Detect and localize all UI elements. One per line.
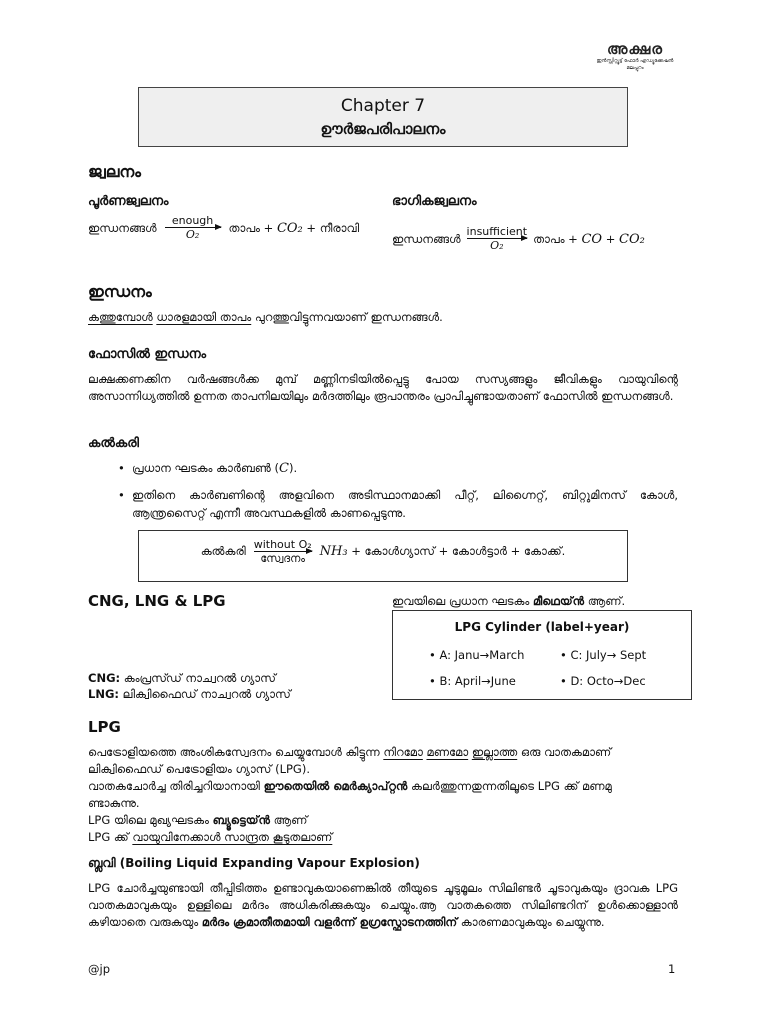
bleve-paragraph — [88, 880, 678, 931]
fuel-definition — [88, 309, 688, 326]
coal-distillation-box — [138, 530, 628, 582]
definition-text: പുറത്തുവിട്ടുന്നവയാണ് ഇന്ധനങ്ങൾ. — [254, 310, 443, 324]
lpg-line — [88, 778, 688, 795]
logo-place: മലപ്പുറം — [626, 65, 644, 71]
coal-distillation-equation — [139, 538, 627, 565]
combustion-heading: ജ്വലനം — [88, 162, 141, 181]
text-span: LPG ക്ക് — [88, 830, 129, 844]
methane-note — [392, 593, 625, 610]
equation-product: + നീരാവി — [306, 220, 360, 235]
chapter-title: Chapter 7 — [340, 96, 426, 116]
reaction-arrow — [467, 225, 528, 253]
arrow-reagent: O₂ — [490, 239, 504, 252]
lpg-cylinder-title: LPG Cylinder (label+year) — [454, 620, 630, 634]
underlined-term: ധാരളമായി താപം — [156, 310, 252, 324]
bold-term: ബ്യൂട്ടെയ്ൻ — [212, 813, 270, 827]
logo-title: അക്ഷര — [606, 40, 664, 58]
text-span: വാതകചോർച്ച തിരിച്ചറിയാനായി — [88, 779, 260, 793]
text-span: ഒരു വാതകമാണ് — [520, 745, 612, 759]
underlined-term: മണമോ — [426, 745, 469, 759]
arrow-condition: insufficient — [466, 225, 528, 238]
page-number: 1 — [668, 962, 676, 976]
equation-product-formula: CO — [581, 231, 603, 247]
equation-lhs: കൽകരി — [200, 544, 246, 558]
coal-list — [118, 459, 678, 530]
list-item — [118, 459, 678, 478]
bleve-heading-en: (Boiling Liquid Expanding Vapour Explosion) — [119, 856, 420, 870]
underlined-term: നിറമോ — [383, 745, 423, 759]
cng-text: കംപ്രസ്ഡ് നാച്വറൽ ഗ്യാസ് — [123, 671, 276, 685]
list-item-text: പ്രധാന ഘടകം കാർബൺ ( — [132, 461, 279, 475]
lpg-line — [88, 812, 688, 829]
lpg-heading: LPG — [88, 718, 121, 736]
quarter-item: • B: April→June — [429, 674, 560, 688]
bleve-heading — [88, 856, 420, 871]
text-span: പെട്രോളിയത്തെ അംശികസ്വേദനം ചെയ്യുമ്പോൾ കിട്ടുന്ന — [88, 745, 380, 759]
lpg-paragraph — [88, 744, 688, 846]
text-span: LPG യിലെ മുഖ്യഘടകം — [88, 813, 209, 827]
fuel-heading: ഇന്ധനം — [88, 282, 152, 301]
text-span: ആണ് — [273, 813, 308, 827]
footer-author: @jp — [88, 962, 110, 976]
fossil-fuel-paragraph: ലക്ഷക്കണക്കിന വർഷങ്ങൾക്ക മുമ്പ് മണ്ണിനടിയിൽപ്പെട്ടു പോയ സസ്യങ്ങളും ജീവികളും വായുവിന്റെ അസാന്നിധ്യത്തിൽ ഉന്നത താപനിലയിലും മർദത്തിലും രൂപാന്തരം പ്രാപിച്ചുണ്ടായതാണ് ഫോസിൽ ഇന്ധനങ്ങൾ. — [88, 372, 678, 403]
text-span: കാരണമാവുകയും ചെയ്യുന്നു. — [460, 915, 605, 929]
equation-product-formula: CO₂ — [276, 220, 303, 236]
arrow-line — [254, 551, 312, 552]
lng-label: LNG: — [88, 687, 119, 701]
reaction-arrow — [165, 214, 221, 242]
equation-lhs: ഇന്ധനങ്ങൾ — [88, 220, 157, 235]
complete-combustion-equation — [88, 214, 359, 242]
note-bold-term: മീഥെയ്ൻ — [532, 594, 585, 608]
equation-product: + — [605, 232, 616, 246]
lpg-line: ണ്ടാകുന്നു. — [88, 796, 140, 810]
lpg-line — [88, 744, 688, 761]
underlined-term: കത്തുമ്പോൾ — [88, 310, 153, 324]
bold-term: മർദം ക്രമാതീതമായി വളർന്ന് ഉഗ്രസ്ഫോടനത്തിന് — [201, 915, 458, 929]
quarter-item: • C: July→ Sept — [560, 648, 691, 662]
underlined-term: ഇല്ലാത്ത — [471, 745, 518, 759]
ammonia-formula: NH₃ — [319, 544, 348, 559]
arrow-process: സ്വേദനം — [260, 552, 305, 565]
chapter-subtitle: ഊർജപരിപാലനം — [320, 120, 446, 138]
partial-combustion-heading: ഭാഗികജ്വലനം — [392, 194, 477, 209]
lng-text: ലിക്വിഫൈഡ് നാച്വറൽ ഗ്യാസ് — [122, 687, 291, 701]
quarter-item: • D: Octo→Dec — [560, 674, 691, 688]
note-text: ഇവയിലെ പ്രധാന ഘടകം — [392, 594, 530, 608]
bold-term: ഈതെയിൽ മെർക്യാപ്റ്റൻ — [263, 779, 408, 793]
lpg-cylinder-quarters — [429, 648, 691, 688]
text-span: LPG ചോർച്ചയുണ്ടായി തീപ്പിടിത്തം ഉണ്ടാവുകയാണെങ്കിൽ തീയുടെ ചൂടുമൂലം സിലിണ്ടർ ചൂടാവുകയും ദ്രാവക LPG വാതകമാവുകയും ഉള്ളിലെ മർദം അധികരിക്കുകയും ചെയ്യും.ആ വാതകത്തെ സിലിണ്ടറിന് ഉൾക്കൊള്ളാൻ കഴിയാതെ വരുകയും — [88, 881, 678, 929]
arrow-line — [467, 238, 528, 239]
equation-lhs: ഇന്ധനങ്ങൾ — [392, 231, 461, 246]
equation-products: + കോൾഗ്യാസ് + കോൾട്ടാർ + കോക്ക്. — [351, 544, 566, 558]
cng-definition — [88, 670, 276, 687]
note-text: ആണ്. — [587, 594, 626, 608]
cng-label: CNG: — [88, 671, 121, 685]
arrow-reagent: O₂ — [185, 228, 200, 241]
bleve-heading-ml: ബ്ലവി — [88, 856, 116, 870]
arrow-condition: enough — [171, 214, 214, 227]
cng-lng-lpg-heading: CNG, LNG & LPG — [88, 592, 226, 610]
equation-product: താപം + — [533, 231, 578, 246]
lpg-cylinder-box — [392, 610, 692, 700]
carbon-symbol: C — [279, 461, 289, 476]
complete-combustion-heading: പൂർണജ്വലനം — [88, 194, 169, 209]
quarter-item: • A: Janu→March — [429, 648, 560, 662]
equation-product: താപം + — [228, 220, 274, 235]
coal-heading: കൽകരി — [88, 436, 139, 451]
list-item-text: ). — [288, 461, 298, 475]
arrow-line — [165, 227, 221, 228]
fossil-fuel-heading: ഫോസിൽ ഇന്ധനം — [88, 347, 207, 362]
underlined-term: വായുവിനേക്കാൾ സാന്ദ്രത കൂടുതലാണ് — [132, 830, 333, 844]
logo-subtitle: ഇൻസ്റ്റിറ്റ്യൂട്ട് ഫോർ എഡ്യൂക്കേഷൻ — [596, 58, 674, 64]
chapter-header-box — [138, 87, 628, 147]
lng-definition — [88, 686, 291, 703]
institute-logo — [590, 40, 680, 72]
reaction-arrow — [254, 538, 312, 565]
arrow-condition: without O₂ — [253, 538, 312, 551]
list-item: • ഇതിനെ കാർബണിന്റെ അളവിനെ അടിസ്ഥാനമാക്കി പീറ്റ്, ലിഗ്നൈറ്റ്, ബിറ്റുമിനസ് കോൾ, ആന്ത്രസൈറ്റ് എന്നീ അവസ്ഥകളിൽ കാണപ്പെടുന്നു. — [118, 486, 678, 522]
equation-product-formula: CO₂ — [619, 231, 645, 247]
lpg-line — [88, 829, 688, 846]
partial-combustion-equation — [392, 225, 645, 253]
text-span: കലർത്തുന്നതുന്നതിലൂടെ LPG ക്ക് മണമു — [411, 779, 612, 793]
lpg-line: ലിക്വിഫൈഡ് പെട്രോളിയം ഗ്യാസ് (LPG). — [88, 762, 310, 776]
